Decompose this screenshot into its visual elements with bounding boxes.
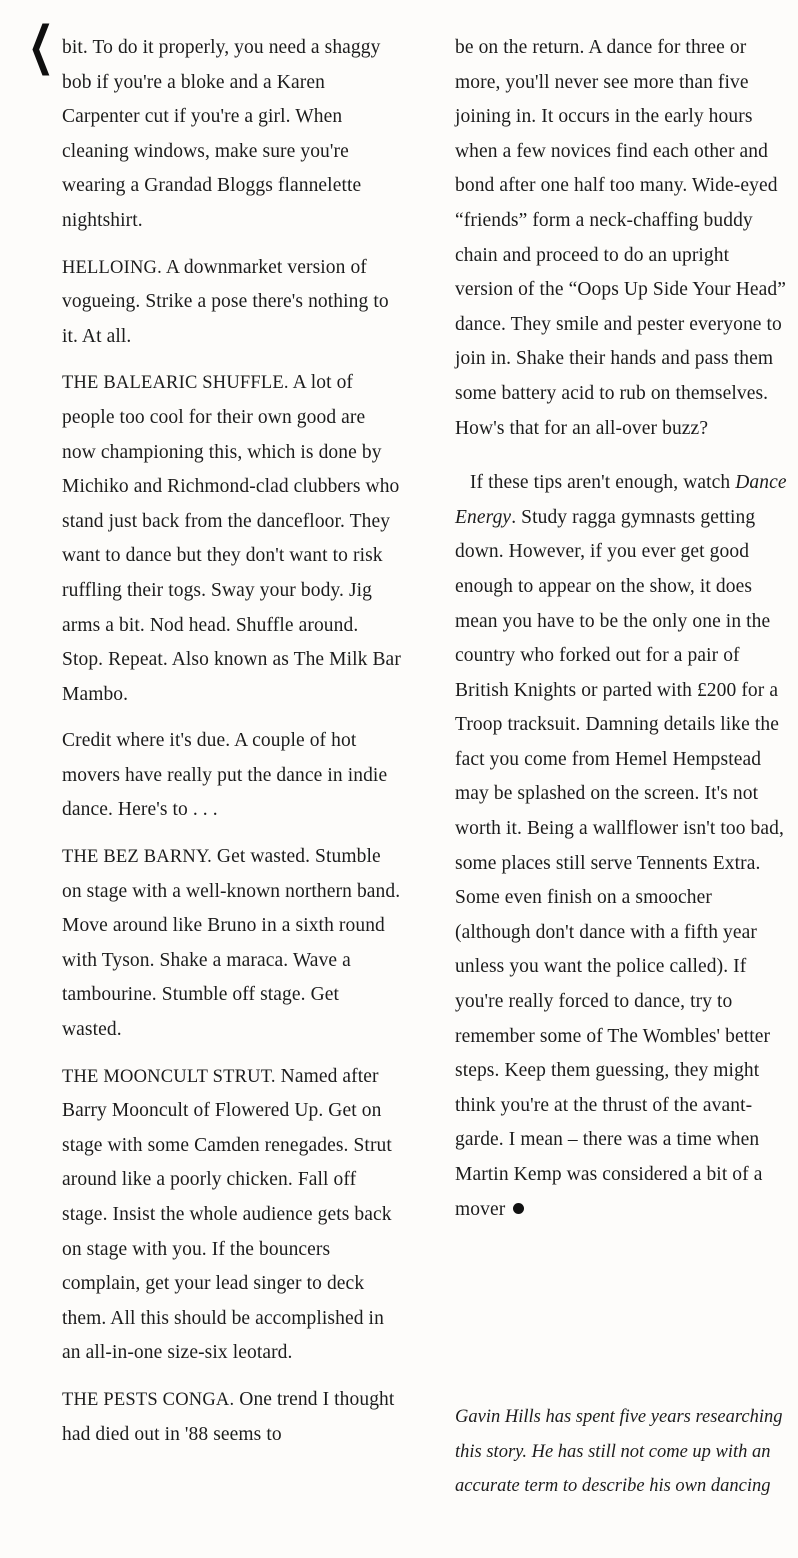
tv-show-title: Dance Energy [455,472,787,528]
paragraph-pests-conga-continued: be on the return. A dance for three or more, you'll never see more than five joining in. It occurs in the early hours when a few novices find each other and bond after one half too many. Wide-eyed “friends” form a neck-chaffing buddy chain and proceed to do an upright version of the “Oops Up Side Your Head” dance. They smile and pester everyone to join in. Shake their hands and pass them some battery acid to rub on themselves. How's that for an all-over buzz? [455,37,787,439]
paragraph-text: Credit where it's due. A couple of hot movers have really put the dance in indie dance. Here's to . . . [62,730,388,821]
dance-name-heading: THE BALEARIC SHUFFLE. [62,373,289,394]
paragraph-text: One trend I thought had died out in '88 seems to [62,1388,395,1445]
dance-name-heading: THE PESTS CONGA. [62,1389,235,1410]
paragraph-pests-conga [62,1383,402,1452]
paragraph-text: bit. To do it properly, you need a shaggy bob if you're a bloke and a Karen Carpenter cut if you're a girl. When cleaning windows, make sure you're wearing a Grandad Bloggs flannelette nightshirt. [62,37,381,231]
dance-name-heading: HELLOING. [62,257,162,278]
left-text-column [62,31,402,1452]
paragraph-text: . Study ragga gymnasts getting down. However, if you ever get good enough to appear on the show, it does mean you have to be the only one in the country who forked out for a pair of British Knights or parted with £200 for a Troop tracksuit. Damning details like the fact you come from Hemel Hempstead may be splashed on the screen. It's not worth it. Being a wallflower isn't too bad, some places still serve Tennents Extra. Some even finish on a smoocher (although don't dance with a fifth year unless you want the police called). If you're really forced to dance, try to remember some of The Wombles' better steps. Keep them guessing, they might think you're at the thrust of the avant-garde. I mean – there was a time when Martin Kemp was considered a bit of a mover [455,506,784,1220]
paragraph-bez-barny [62,840,402,1048]
paragraph-credit [62,724,402,828]
paragraph-text: Get wasted. Stumble on stage with a well-known northern band. Move around like Bruno in a sixth round with Tyson. Shake a maraca. Wave a tambourine. Stumble off stage. Get wasted. [62,846,401,1041]
paragraph-helloing [62,251,402,355]
paragraph-tips [455,466,790,1227]
opening-bracket-mark: ❮ [28,16,55,76]
end-of-article-bullet-icon [513,1203,524,1214]
paragraph-mooncult-strut [62,1060,402,1371]
right-text-column [455,31,790,1227]
paragraph-text: Named after Barry Mooncult of Flowered Up. Get on stage with some Camden renegades. Strut around like a poorly chicken. Fall off stage. Insist the whole audience gets back on stage with you. If the bouncers complain, get your lead singer to deck them. All this should be accomplished in an all-in-one size-six leotard. [62,1065,392,1364]
paragraph-balearic-shuffle [62,366,402,712]
paragraph-text: A lot of people too cool for their own good are now championing this, which is done by Michiko and Richmond-clad clubbers who stand just back from the dancefloor. They want to dance but they don't want to risk ruffling their togs. Sway your body. Jig arms a bit. Nod head. Shuffle around. Stop. Repeat. Also known as The Milk Bar Mambo. [62,372,401,705]
paragraph-intro-continued [62,31,402,239]
paragraph-text: A downmarket version of vogueing. Strike a pose there's nothing to it. At all. [62,256,389,347]
paragraph-text: If these tips aren't enough, watch [455,472,736,494]
author-byline: Gavin Hills has spent five years researching this story. He has still not come up with an accurate term to describe his own dancing [455,1407,783,1496]
dance-name-heading: THE MOONCULT STRUT. [62,1066,276,1087]
dance-name-heading: THE BEZ BARNY. [62,847,212,868]
